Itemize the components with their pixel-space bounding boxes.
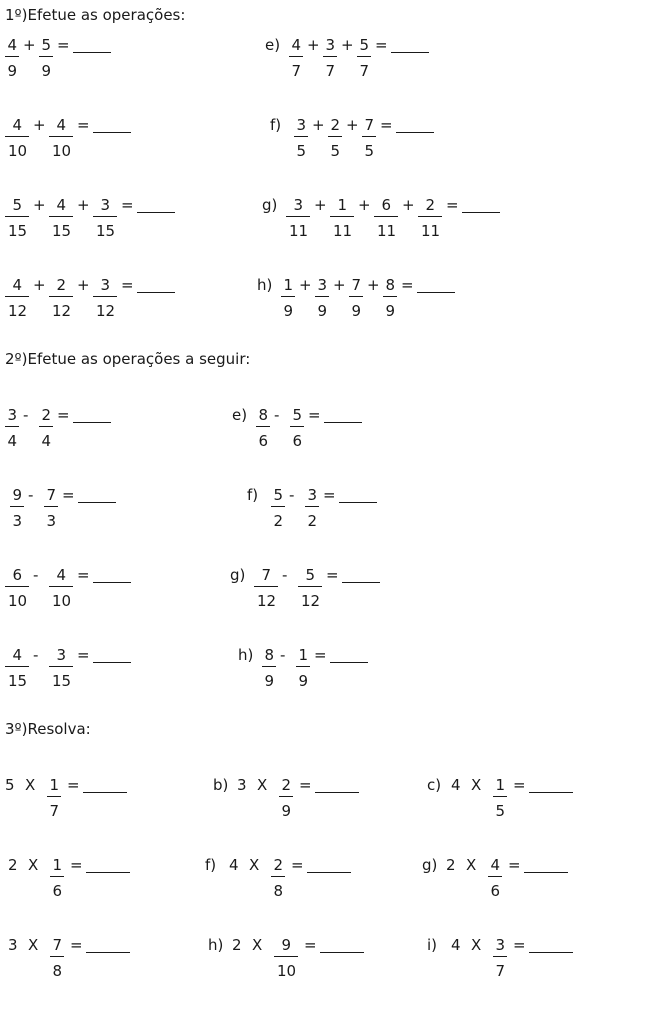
denominator: 12 bbox=[96, 302, 116, 320]
operator: - bbox=[23, 406, 29, 424]
numerator: 5 bbox=[273, 486, 284, 504]
numerator: 3 bbox=[296, 116, 307, 134]
numerator: 1 bbox=[298, 646, 309, 664]
denominator: 9 bbox=[317, 302, 328, 320]
numerator: 4 bbox=[490, 856, 501, 874]
denominator: 9 bbox=[41, 62, 52, 80]
equals-sign: = bbox=[291, 856, 304, 874]
operator: = bbox=[375, 36, 388, 54]
fraction-bar bbox=[271, 876, 285, 877]
whole-number: 3 bbox=[8, 936, 18, 954]
whole-number: 4 bbox=[451, 936, 461, 954]
exercise-label: i) bbox=[427, 936, 438, 954]
answer-blank[interactable] bbox=[529, 792, 573, 793]
denominator: 5 bbox=[330, 142, 341, 160]
operator: + bbox=[402, 196, 415, 214]
answer-blank[interactable] bbox=[339, 502, 377, 503]
whole-number: 4 bbox=[229, 856, 239, 874]
operator: = bbox=[77, 566, 90, 584]
numerator: 5 bbox=[305, 566, 316, 584]
denominator: 7 bbox=[495, 962, 506, 980]
denominator: 15 bbox=[52, 672, 72, 690]
operator: = bbox=[121, 196, 134, 214]
fraction-bar bbox=[383, 296, 397, 297]
answer-blank[interactable] bbox=[93, 132, 131, 133]
fraction-bar bbox=[5, 586, 29, 587]
denominator: 7 bbox=[325, 62, 336, 80]
denominator: 15 bbox=[8, 222, 28, 240]
answer-blank[interactable] bbox=[342, 582, 380, 583]
fraction-bar bbox=[93, 296, 117, 297]
fraction-bar bbox=[330, 216, 354, 217]
numerator: 3 bbox=[307, 486, 318, 504]
fraction-bar bbox=[315, 296, 329, 297]
denominator: 2 bbox=[273, 512, 284, 530]
numerator: 2 bbox=[273, 856, 284, 874]
denominator: 9 bbox=[351, 302, 362, 320]
operator: + bbox=[333, 276, 346, 294]
numerator: 4 bbox=[56, 566, 67, 584]
equals-sign: = bbox=[70, 856, 83, 874]
numerator: 7 bbox=[351, 276, 362, 294]
operator: = bbox=[57, 36, 70, 54]
denominator: 6 bbox=[292, 432, 303, 450]
operator: - bbox=[282, 566, 288, 584]
numerator: 6 bbox=[12, 566, 23, 584]
numerator: 3 bbox=[293, 196, 304, 214]
fraction-bar bbox=[286, 216, 310, 217]
exercise-label: g) bbox=[262, 196, 278, 214]
whole-number: 2 bbox=[232, 936, 242, 954]
numerator: 2 bbox=[425, 196, 436, 214]
operator: = bbox=[57, 406, 70, 424]
operator: + bbox=[358, 196, 371, 214]
denominator: 12 bbox=[8, 302, 28, 320]
denominator: 10 bbox=[52, 592, 72, 610]
fraction-bar bbox=[49, 136, 73, 137]
denominator: 6 bbox=[258, 432, 269, 450]
denominator: 15 bbox=[8, 672, 28, 690]
operator: + bbox=[367, 276, 380, 294]
operator: = bbox=[62, 486, 75, 504]
answer-blank[interactable] bbox=[396, 132, 434, 133]
whole-number: 5 bbox=[5, 776, 15, 794]
denominator: 15 bbox=[96, 222, 116, 240]
section3-heading: 3º)Resolva: bbox=[5, 720, 91, 738]
fraction-bar bbox=[294, 136, 308, 137]
fraction-bar bbox=[328, 136, 342, 137]
answer-blank[interactable] bbox=[86, 872, 130, 873]
answer-blank[interactable] bbox=[93, 662, 131, 663]
denominator: 7 bbox=[359, 62, 370, 80]
operator: + bbox=[341, 36, 354, 54]
operator: = bbox=[77, 646, 90, 664]
operator: + bbox=[33, 116, 46, 134]
fraction-bar bbox=[256, 426, 270, 427]
operator: = bbox=[323, 486, 336, 504]
numerator: 9 bbox=[281, 936, 292, 954]
fraction-bar bbox=[5, 136, 29, 137]
fraction-bar bbox=[274, 956, 298, 957]
equals-sign: = bbox=[513, 936, 526, 954]
exercise-label: f) bbox=[270, 116, 282, 134]
numerator: 1 bbox=[52, 856, 63, 874]
denominator: 5 bbox=[364, 142, 375, 160]
denominator: 12 bbox=[257, 592, 277, 610]
operator: - bbox=[33, 566, 39, 584]
operator: - bbox=[28, 486, 34, 504]
fraction-bar bbox=[50, 876, 64, 877]
denominator: 6 bbox=[52, 882, 63, 900]
operator: = bbox=[121, 276, 134, 294]
operator: + bbox=[299, 276, 312, 294]
fraction-bar bbox=[357, 56, 371, 57]
equals-sign: = bbox=[299, 776, 312, 794]
answer-blank[interactable] bbox=[315, 792, 359, 793]
denominator: 2 bbox=[307, 512, 318, 530]
fraction-bar bbox=[262, 666, 276, 667]
fraction-bar bbox=[5, 426, 19, 427]
denominator: 15 bbox=[52, 222, 72, 240]
operator: X bbox=[471, 936, 482, 954]
fraction-bar bbox=[5, 216, 29, 217]
exercise-label: e) bbox=[232, 406, 248, 424]
operator: + bbox=[346, 116, 359, 134]
denominator: 9 bbox=[281, 802, 292, 820]
numerator: 3 bbox=[495, 936, 506, 954]
operator: + bbox=[33, 276, 46, 294]
numerator: 2 bbox=[281, 776, 292, 794]
answer-blank[interactable] bbox=[137, 212, 175, 213]
numerator: 8 bbox=[385, 276, 396, 294]
operator: + bbox=[312, 116, 325, 134]
equals-sign: = bbox=[508, 856, 521, 874]
answer-blank[interactable] bbox=[462, 212, 500, 213]
fraction-bar bbox=[349, 296, 363, 297]
numerator: 4 bbox=[7, 36, 18, 54]
numerator: 6 bbox=[381, 196, 392, 214]
denominator: 3 bbox=[12, 512, 23, 530]
fraction-bar bbox=[296, 666, 310, 667]
fraction-bar bbox=[39, 426, 53, 427]
denominator: 9 bbox=[7, 62, 18, 80]
whole-number: 2 bbox=[446, 856, 456, 874]
denominator: 7 bbox=[291, 62, 302, 80]
numerator: 4 bbox=[56, 116, 67, 134]
numerator: 4 bbox=[291, 36, 302, 54]
exercise-label: h) bbox=[208, 936, 224, 954]
exercise-label: f) bbox=[247, 486, 259, 504]
denominator: 5 bbox=[296, 142, 307, 160]
fraction-bar bbox=[488, 876, 502, 877]
exercise-label: e) bbox=[265, 36, 281, 54]
fraction-bar bbox=[298, 586, 322, 587]
denominator: 6 bbox=[490, 882, 501, 900]
numerator: 1 bbox=[337, 196, 348, 214]
equals-sign: = bbox=[304, 936, 317, 954]
denominator: 12 bbox=[301, 592, 321, 610]
fraction-bar bbox=[50, 956, 64, 957]
operator: + bbox=[33, 196, 46, 214]
numerator: 5 bbox=[292, 406, 303, 424]
numerator: 7 bbox=[52, 936, 63, 954]
fraction-bar bbox=[374, 216, 398, 217]
denominator: 10 bbox=[52, 142, 72, 160]
exercise-label: g) bbox=[422, 856, 438, 874]
operator: = bbox=[308, 406, 321, 424]
answer-blank[interactable] bbox=[307, 872, 351, 873]
fraction-bar bbox=[93, 216, 117, 217]
operator: X bbox=[249, 856, 260, 874]
fraction-bar bbox=[254, 586, 278, 587]
fraction-bar bbox=[323, 56, 337, 57]
fraction-bar bbox=[49, 296, 73, 297]
answer-blank[interactable] bbox=[86, 952, 130, 953]
fraction-bar bbox=[10, 506, 24, 507]
answer-blank[interactable] bbox=[320, 952, 364, 953]
fraction-bar bbox=[281, 296, 295, 297]
operator: - bbox=[33, 646, 39, 664]
denominator: 10 bbox=[277, 962, 297, 980]
denominator: 4 bbox=[41, 432, 52, 450]
operator: = bbox=[314, 646, 327, 664]
numerator: 1 bbox=[49, 776, 60, 794]
answer-blank[interactable] bbox=[73, 52, 111, 53]
operator: = bbox=[446, 196, 459, 214]
operator: - bbox=[280, 646, 286, 664]
denominator: 10 bbox=[8, 592, 28, 610]
denominator: 11 bbox=[289, 222, 309, 240]
operator: X bbox=[25, 776, 36, 794]
numerator: 5 bbox=[12, 196, 23, 214]
numerator: 7 bbox=[364, 116, 375, 134]
answer-blank[interactable] bbox=[324, 422, 362, 423]
answer-blank[interactable] bbox=[93, 582, 131, 583]
numerator: 7 bbox=[46, 486, 57, 504]
numerator: 3 bbox=[56, 646, 67, 664]
numerator: 3 bbox=[325, 36, 336, 54]
denominator: 10 bbox=[8, 142, 28, 160]
fraction-bar bbox=[362, 136, 376, 137]
fraction-bar bbox=[5, 56, 19, 57]
fraction-bar bbox=[418, 216, 442, 217]
numerator: 3 bbox=[100, 196, 111, 214]
numerator: 1 bbox=[283, 276, 294, 294]
fraction-bar bbox=[49, 586, 73, 587]
numerator: 3 bbox=[317, 276, 328, 294]
exercise-label: b) bbox=[213, 776, 229, 794]
operator: X bbox=[28, 856, 39, 874]
answer-blank[interactable] bbox=[73, 422, 111, 423]
numerator: 2 bbox=[41, 406, 52, 424]
operator: X bbox=[28, 936, 39, 954]
whole-number: 4 bbox=[451, 776, 461, 794]
fraction-bar bbox=[44, 506, 58, 507]
answer-blank[interactable] bbox=[330, 662, 368, 663]
operator: X bbox=[466, 856, 477, 874]
operator: X bbox=[257, 776, 268, 794]
exercise-label: h) bbox=[257, 276, 273, 294]
numerator: 4 bbox=[12, 646, 23, 664]
answer-blank[interactable] bbox=[137, 292, 175, 293]
fraction-bar bbox=[289, 56, 303, 57]
fraction-bar bbox=[49, 666, 73, 667]
whole-number: 3 bbox=[237, 776, 247, 794]
numerator: 7 bbox=[261, 566, 272, 584]
numerator: 4 bbox=[56, 196, 67, 214]
numerator: 8 bbox=[264, 646, 275, 664]
denominator: 9 bbox=[385, 302, 396, 320]
numerator: 9 bbox=[12, 486, 23, 504]
denominator: 7 bbox=[49, 802, 60, 820]
fraction-bar bbox=[39, 56, 53, 57]
numerator: 1 bbox=[495, 776, 506, 794]
numerator: 4 bbox=[12, 116, 23, 134]
denominator: 9 bbox=[283, 302, 294, 320]
denominator: 12 bbox=[52, 302, 72, 320]
section2-heading: 2º)Efetue as operações a seguir: bbox=[5, 350, 251, 368]
operator: + bbox=[77, 276, 90, 294]
exercise-label: f) bbox=[205, 856, 217, 874]
numerator: 8 bbox=[258, 406, 269, 424]
answer-blank[interactable] bbox=[391, 52, 429, 53]
denominator: 9 bbox=[298, 672, 309, 690]
operator: + bbox=[307, 36, 320, 54]
operator: = bbox=[380, 116, 393, 134]
whole-number: 2 bbox=[8, 856, 18, 874]
exercise-label: g) bbox=[230, 566, 246, 584]
numerator: 3 bbox=[100, 276, 111, 294]
operator: X bbox=[252, 936, 263, 954]
fraction-bar bbox=[493, 956, 507, 957]
equals-sign: = bbox=[70, 936, 83, 954]
denominator: 4 bbox=[7, 432, 18, 450]
denominator: 8 bbox=[273, 882, 284, 900]
operator: = bbox=[401, 276, 414, 294]
denominator: 8 bbox=[52, 962, 63, 980]
fraction-bar bbox=[290, 426, 304, 427]
fraction-bar bbox=[5, 296, 29, 297]
exercise-label: c) bbox=[427, 776, 442, 794]
denominator: 3 bbox=[46, 512, 57, 530]
numerator: 2 bbox=[56, 276, 67, 294]
operator: X bbox=[471, 776, 482, 794]
answer-blank[interactable] bbox=[529, 952, 573, 953]
numerator: 4 bbox=[12, 276, 23, 294]
fraction-bar bbox=[493, 796, 507, 797]
numerator: 3 bbox=[7, 406, 18, 424]
operator: + bbox=[314, 196, 327, 214]
denominator: 9 bbox=[264, 672, 275, 690]
operator: = bbox=[77, 116, 90, 134]
operator: = bbox=[326, 566, 339, 584]
fraction-bar bbox=[47, 796, 61, 797]
operator: - bbox=[274, 406, 280, 424]
exercise-label: h) bbox=[238, 646, 254, 664]
section1-heading: 1º)Efetue as operações: bbox=[5, 6, 186, 24]
denominator: 11 bbox=[333, 222, 353, 240]
numerator: 2 bbox=[330, 116, 341, 134]
answer-blank[interactable] bbox=[417, 292, 455, 293]
fraction-bar bbox=[271, 506, 285, 507]
denominator: 11 bbox=[421, 222, 441, 240]
operator: + bbox=[23, 36, 36, 54]
equals-sign: = bbox=[513, 776, 526, 794]
answer-blank[interactable] bbox=[524, 872, 568, 873]
numerator: 5 bbox=[359, 36, 370, 54]
answer-blank[interactable] bbox=[83, 792, 127, 793]
operator: - bbox=[289, 486, 295, 504]
fraction-bar bbox=[49, 216, 73, 217]
equals-sign: = bbox=[67, 776, 80, 794]
denominator: 11 bbox=[377, 222, 397, 240]
fraction-bar bbox=[279, 796, 293, 797]
operator: + bbox=[77, 196, 90, 214]
answer-blank[interactable] bbox=[78, 502, 116, 503]
denominator: 5 bbox=[495, 802, 506, 820]
fraction-bar bbox=[305, 506, 319, 507]
numerator: 5 bbox=[41, 36, 52, 54]
fraction-bar bbox=[5, 666, 29, 667]
